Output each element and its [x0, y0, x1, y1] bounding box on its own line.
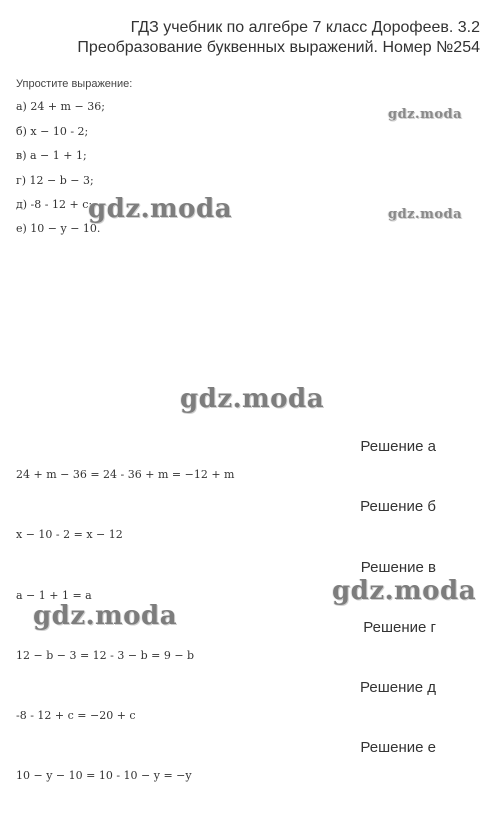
page-title: [0, 18, 496, 58]
solution-heading-e: Решение е: [360, 739, 436, 756]
task-item-b: б) x − 10 - 2;: [16, 125, 89, 138]
watermark: gdz.moda: [388, 107, 463, 122]
solution-text-e: 10 − y − 10 = 10 - 10 − y = −y: [16, 769, 192, 782]
solution-heading-v: Решение в: [360, 559, 436, 576]
task-intro: Упростите выражение:: [16, 78, 133, 90]
watermark: gdz.moda: [388, 207, 463, 222]
watermark: gdz.moda: [180, 384, 325, 414]
watermark: gdz.moda: [88, 194, 233, 224]
task-item-v: в) a − 1 + 1;: [16, 149, 87, 162]
solution-text-a: 24 + m − 36 = 24 - 36 + m = −12 + m: [16, 468, 235, 481]
watermark: gdz.moda: [332, 576, 477, 606]
watermark: gdz.moda: [33, 601, 178, 631]
task-item-e: е) 10 − y − 10.: [16, 222, 101, 235]
task-item-a: а) 24 + m − 36;: [16, 100, 105, 113]
solution-heading-g: Решение г: [363, 619, 436, 636]
title-line-1: ГДЗ учебник по алгебре 7 класс Дорофеев. 3.2: [130, 19, 480, 36]
solution-text-v: a − 1 + 1 = a: [16, 589, 92, 602]
title-line-2: Преобразование буквенных выражений. Номер №254: [77, 39, 480, 56]
solution-text-b: x − 10 - 2 = x − 12: [16, 528, 123, 541]
solution-text-d: -8 - 12 + c = −20 + c: [16, 709, 136, 722]
solution-heading-d: Решение д: [360, 679, 436, 696]
solution-heading-b: Решение б: [360, 498, 436, 515]
solution-text-g: 12 − b − 3 = 12 - 3 − b = 9 − b: [16, 649, 195, 662]
task-item-d: д) -8 - 12 + c;: [16, 198, 93, 211]
solution-heading-a: Решение а: [360, 438, 436, 455]
task-item-g: г) 12 − b − 3;: [16, 174, 94, 187]
